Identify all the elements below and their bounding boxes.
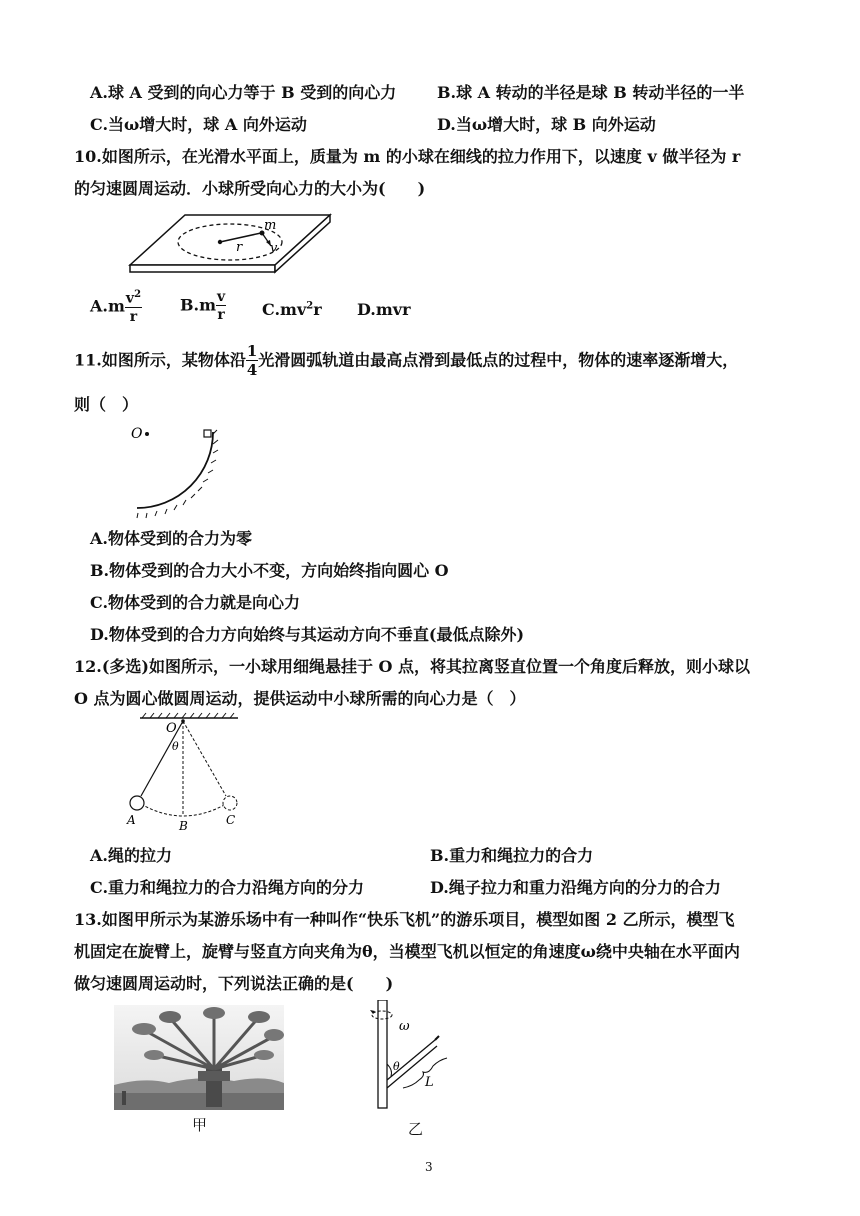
q9-option-d: D.当ω增大时，球 B 向外运动 bbox=[437, 115, 656, 134]
q13-label-theta: θ bbox=[393, 1060, 400, 1073]
q13-label-omega: ω bbox=[399, 1019, 410, 1034]
q12-stem-line2: O 点为圆心做圆周运动，提供运动中小球所需的向心力是（ ） bbox=[74, 689, 526, 708]
q12-label-c: C bbox=[226, 813, 236, 827]
q12-figure-pendulum bbox=[120, 712, 260, 837]
q11-figure-arc bbox=[125, 420, 235, 520]
q13-figure-model bbox=[365, 1000, 465, 1112]
q11-option-a: A.物体受到的合力为零 bbox=[90, 529, 252, 548]
q13-stem-line3: 做匀速圆周运动时，下列说法正确的是( ) bbox=[74, 974, 394, 993]
q10-option-d: D.mvr bbox=[357, 300, 411, 319]
q10-label-m: m bbox=[264, 218, 277, 233]
q12-label-theta: θ bbox=[172, 740, 179, 753]
q10-option-a: A.m $\frac{v^2}{r}$ bbox=[90, 289, 142, 325]
q10-label-r: r bbox=[236, 240, 243, 255]
q10-stem-line1: 10.如图所示，在光滑水平面上，质量为 m 的小球在细线的拉力作用下，以速度 v 做半径为 r bbox=[74, 147, 741, 166]
q12-option-a: A.绳的拉力 bbox=[90, 846, 172, 865]
q11-option-c: C.物体受到的合力就是向心力 bbox=[90, 593, 301, 612]
q13-photo-ride bbox=[114, 1005, 284, 1110]
q11-stem-line2: 则（ ） bbox=[74, 395, 139, 414]
q11-stem-line1: 11.如图所示，某物体沿 $\frac{1}{4}$ 光滑圆弧轨道由最高点滑到最低点的过程中，物体的速率逐渐增大， bbox=[74, 342, 739, 379]
q9-option-a: A.球 A 受到的向心力等于 B 受到的向心力 bbox=[90, 83, 397, 102]
q13-stem-line2: 机固定在旋臂上，旋臂与竖直方向夹角为θ，当模型飞机以恒定的角速度ω绕中央轴在水平面内 bbox=[74, 942, 740, 961]
q13-caption-jia: 甲 bbox=[192, 1116, 208, 1134]
q11-option-b: B.物体受到的合力大小不变，方向始终指向圆心 O bbox=[90, 561, 449, 580]
q10-figure-plane bbox=[125, 210, 345, 280]
q11-label-o: O bbox=[131, 426, 143, 442]
q9-option-b: B.球 A 转动的半径是球 B 转动半径的一半 bbox=[437, 83, 745, 102]
q12-option-d: D.绳子拉力和重力沿绳方向的分力的合力 bbox=[430, 878, 721, 897]
q12-label-a: A bbox=[127, 813, 136, 827]
q10-option-c: $C.mv^2r$ bbox=[262, 300, 322, 319]
q10-label-v: v bbox=[270, 241, 278, 256]
q12-label-b: B bbox=[179, 819, 188, 833]
q12-label-o: O bbox=[166, 721, 177, 736]
q13-label-l: L bbox=[425, 1075, 434, 1090]
q10-stem-line2: 的匀速圆周运动．小球所受向心力的大小为( ) bbox=[74, 179, 426, 198]
q12-stem-line1: 12.(多选)如图所示，一小球用细绳悬挂于 O 点，将其拉离竖直位置一个角度后释放，则小球以 bbox=[74, 657, 751, 676]
q12-option-c: C.重力和绳拉力的合力沿绳方向的分力 bbox=[90, 878, 365, 897]
q13-stem-line1: 13.如图甲所示为某游乐场中有一种叫作“快乐飞机”的游乐项目，模型如图 2 乙所示，模型飞 bbox=[74, 910, 735, 929]
q9-option-c: C.当ω增大时，球 A 向外运动 bbox=[90, 115, 307, 134]
page-number: 3 bbox=[425, 1160, 433, 1174]
q13-caption-yi: 乙 bbox=[408, 1120, 424, 1138]
q10-option-b: B.m $\frac{v}{r}$ bbox=[180, 289, 226, 323]
q12-option-b: B.重力和绳拉力的合力 bbox=[430, 846, 594, 865]
q11-option-d: D.物体受到的合力方向始终与其运动方向不垂直(最低点除外) bbox=[90, 625, 525, 644]
